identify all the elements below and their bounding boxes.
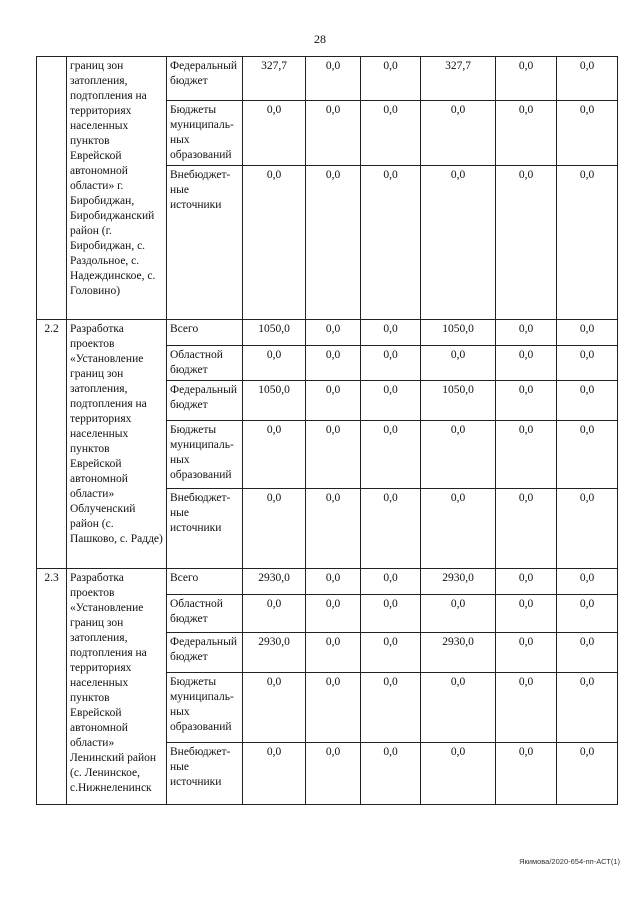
amount-cell: 0,0	[306, 489, 361, 569]
amount-cell: 0,0	[306, 421, 361, 489]
amount-cell: 0,0	[496, 320, 557, 346]
amount-cell: 0,0	[496, 489, 557, 569]
amount-cell: 0,0	[243, 421, 306, 489]
footer-text: Якимова/2020-654-пп-АСТ(1)	[519, 857, 620, 866]
amount-cell: 0,0	[361, 166, 421, 320]
amount-cell: 0,0	[557, 381, 618, 421]
funding-source: Всего	[167, 569, 243, 595]
amount-cell: 0,0	[496, 673, 557, 743]
row-number: 2.3	[37, 569, 67, 805]
amount-cell: 0,0	[306, 166, 361, 320]
funding-source: Бюджеты муниципаль-ных образований	[167, 101, 243, 166]
page-number: 28	[314, 32, 326, 46]
amount-cell: 0,0	[306, 320, 361, 346]
amount-cell: 0,0	[361, 489, 421, 569]
amount-cell: 0,0	[306, 346, 361, 381]
amount-cell: 0,0	[361, 101, 421, 166]
amount-cell: 0,0	[496, 743, 557, 805]
amount-cell: 2930,0	[243, 633, 306, 673]
amount-cell: 0,0	[306, 595, 361, 633]
amount-cell: 0,0	[557, 743, 618, 805]
amount-cell: 0,0	[496, 166, 557, 320]
amount-cell: 0,0	[557, 101, 618, 166]
amount-cell: 0,0	[421, 346, 496, 381]
amount-cell: 1050,0	[421, 381, 496, 421]
table-row	[37, 57, 618, 101]
amount-cell: 0,0	[421, 595, 496, 633]
amount-cell: 0,0	[557, 633, 618, 673]
amount-cell: 0,0	[361, 569, 421, 595]
amount-cell: 0,0	[361, 421, 421, 489]
amount-cell: 0,0	[496, 346, 557, 381]
amount-cell: 0,0	[496, 381, 557, 421]
amount-cell: 0,0	[243, 166, 306, 320]
row-number: 2.2	[37, 320, 67, 569]
amount-cell: 0,0	[496, 57, 557, 101]
table-row	[37, 320, 618, 346]
amount-cell: 0,0	[421, 101, 496, 166]
amount-cell: 327,7	[243, 57, 306, 101]
funding-source: Всего	[167, 320, 243, 346]
amount-cell: 0,0	[496, 595, 557, 633]
amount-cell: 0,0	[306, 57, 361, 101]
funding-source: Бюджеты муниципаль-ных образований	[167, 421, 243, 489]
amount-cell: 0,0	[361, 673, 421, 743]
amount-cell: 327,7	[421, 57, 496, 101]
activity-description: границ зон затопления, подтопления на территориях населенных пунктов Еврейской автономной области» г. Биробиджан, Биробиджанский район (г. Биробиджан, с. Раздольное, с. Надеждинское, с. Головино)	[67, 57, 167, 320]
amount-cell: 0,0	[557, 421, 618, 489]
activity-description: Разработка проектов «Установление границ зон затопления, подтопления на территориях населенных пунктов Еврейской автономной области» Ленинский район (с. Ленинское, с.Нижнеленинск	[67, 569, 167, 805]
funding-source: Федеральный бюджет	[167, 381, 243, 421]
amount-cell: 0,0	[557, 320, 618, 346]
amount-cell: 0,0	[243, 673, 306, 743]
amount-cell: 0,0	[557, 673, 618, 743]
amount-cell: 0,0	[421, 421, 496, 489]
amount-cell: 0,0	[361, 381, 421, 421]
funding-source: Внебюджет-ные источники	[167, 743, 243, 805]
funding-source: Областной бюджет	[167, 595, 243, 633]
amount-cell: 0,0	[306, 743, 361, 805]
amount-cell: 0,0	[361, 743, 421, 805]
amount-cell: 0,0	[361, 346, 421, 381]
amount-cell: 0,0	[306, 381, 361, 421]
amount-cell: 0,0	[557, 489, 618, 569]
funding-source: Федеральный бюджет	[167, 57, 243, 101]
amount-cell: 0,0	[243, 595, 306, 633]
funding-source: Бюджеты муниципаль-ных образований	[167, 673, 243, 743]
amount-cell: 1050,0	[243, 381, 306, 421]
amount-cell: 2930,0	[421, 633, 496, 673]
amount-cell: 0,0	[557, 569, 618, 595]
amount-cell: 0,0	[421, 166, 496, 320]
funding-source: Внебюджет-ные источники	[167, 489, 243, 569]
amount-cell: 0,0	[306, 569, 361, 595]
amount-cell: 0,0	[306, 633, 361, 673]
amount-cell: 0,0	[306, 101, 361, 166]
amount-cell: 0,0	[496, 569, 557, 595]
amount-cell: 0,0	[361, 633, 421, 673]
amount-cell: 0,0	[243, 489, 306, 569]
amount-cell: 0,0	[557, 595, 618, 633]
row-number	[37, 57, 67, 320]
table-row	[37, 569, 618, 595]
amount-cell: 0,0	[361, 320, 421, 346]
amount-cell: 0,0	[243, 101, 306, 166]
amount-cell: 0,0	[243, 346, 306, 381]
amount-cell: 0,0	[557, 57, 618, 101]
budget-table	[36, 56, 618, 805]
amount-cell: 1050,0	[421, 320, 496, 346]
funding-source: Областной бюджет	[167, 346, 243, 381]
amount-cell: 0,0	[421, 489, 496, 569]
amount-cell: 0,0	[243, 743, 306, 805]
amount-cell: 2930,0	[421, 569, 496, 595]
funding-source: Федеральный бюджет	[167, 633, 243, 673]
activity-description: Разработка проектов «Установление границ зон затопления, подтопления на территориях населенных пунктов Еврейской автономной области» Облученский район (с. Пашково, с. Радде)	[67, 320, 167, 569]
amount-cell: 0,0	[361, 57, 421, 101]
amount-cell: 0,0	[496, 421, 557, 489]
amount-cell: 0,0	[421, 743, 496, 805]
amount-cell: 0,0	[421, 673, 496, 743]
amount-cell: 0,0	[496, 101, 557, 166]
amount-cell: 0,0	[557, 166, 618, 320]
amount-cell: 1050,0	[243, 320, 306, 346]
funding-source: Внебюджет-ные источники	[167, 166, 243, 320]
amount-cell: 0,0	[496, 633, 557, 673]
amount-cell: 0,0	[361, 595, 421, 633]
amount-cell: 0,0	[306, 673, 361, 743]
amount-cell: 0,0	[557, 346, 618, 381]
amount-cell: 2930,0	[243, 569, 306, 595]
